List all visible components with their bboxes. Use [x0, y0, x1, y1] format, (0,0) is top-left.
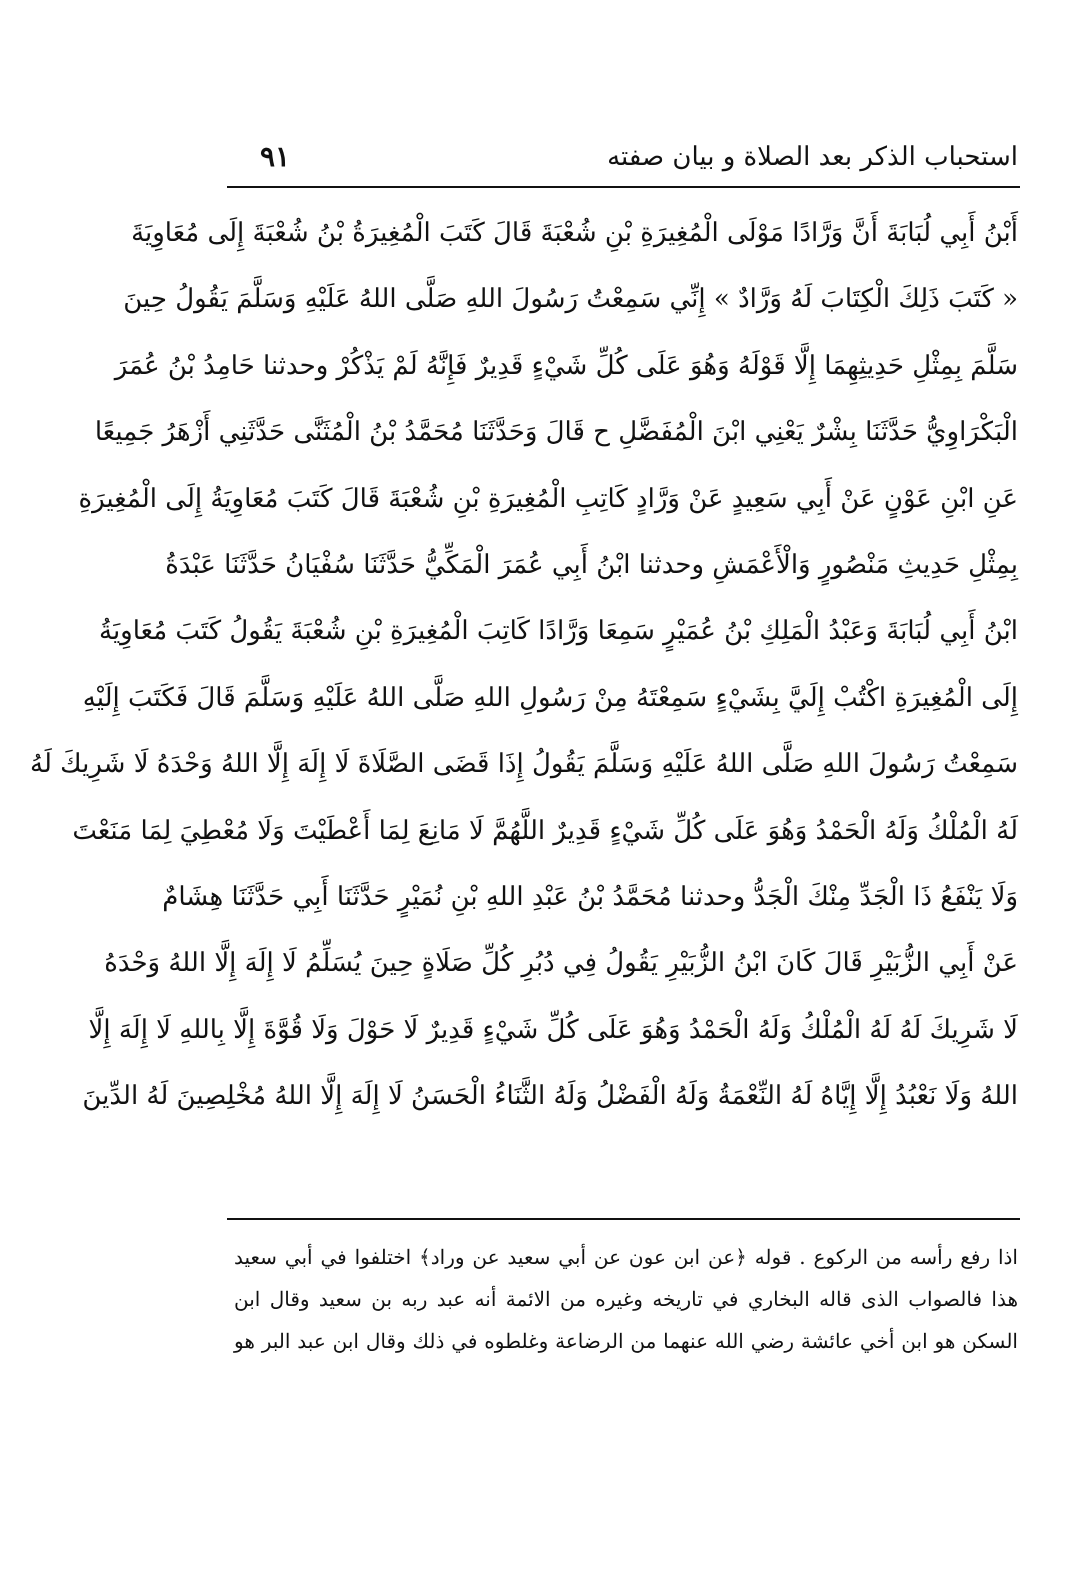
text-line: عَنِ ابْنِ عَوْنٍ عَنْ أَبِي سَعِيدٍ عَنْ وَرَّادٍ كَاتِبِ الْمُغِيرَةِ بْنِ شُعْبَةَ قَالَ كَتَبَ مُعَاوِيَةُ إِلَى الْمُغِيرَةِ — [78, 483, 1018, 514]
chapter-title: استحباب الذكر بعد الصلاة و بيان صفته — [607, 142, 1018, 172]
text-line — [234, 1129, 1018, 1195]
header-divider — [227, 186, 1020, 188]
text-line: ابْنُ أَبِي لُبَابَةَ وَعَبْدُ الْمَلِكِ بْنُ عُمَيْرٍ سَمِعَا وَرَّادًا كَاتِبَ الْمُغِيرَةِ بْنِ شُعْبَةَ يَقُولُ كَتَبَ مُعَاوِيَةُ — [99, 616, 1018, 647]
text-line: وَلَا يَنْفَعُ ذَا الْجَدِّ مِنْكَ الْجَدُّ وحدثنا مُحَمَّدُ بْنُ عَبْدِ اللهِ بْنِ نُمَيْرٍ حَدَّثَنَا أَبِي حَدَّثَنَا هِشَامٌ — [162, 881, 1018, 912]
text-line: بِمِثْلِ حَدِيثِ مَنْصُورٍ وَالْأَعْمَشِ وحدثنا ابْنُ أَبِي عُمَرَ الْمَكِّيُّ حَدَّثَنَا سُفْيَانُ حَدَّثَنَا عَبْدَةُ — [165, 549, 1018, 580]
text-line: لَا شَرِيكَ لَهُ لَهُ الْمُلْكُ وَلَهُ الْحَمْدُ وَهُوَ عَلَى كُلِّ شَيْءٍ قَدِيرٌ لَا حَوْلَ وَلَا قُوَّةَ إِلَّا بِاللهِ لَا إِلَهَ إِلَّا — [88, 1014, 1018, 1045]
footnote-divider — [227, 1218, 1020, 1220]
footnote-line: اذا رفع رأسه من الركوع . قوله ﴿عن ابن عون عن أبي سعيد عن وراد﴾ اختلفوا في أبي سعيد — [234, 1245, 1018, 1269]
text-line: إِلَى الْمُغِيرَةِ اكْتُبْ إِلَيَّ بِشَيْءٍ سَمِعْتَهُ مِنْ رَسُولِ اللهِ صَلَّى اللهُ عَلَيْهِ وَسَلَّمَ قَالَ فَكَتَبَ إِلَيْهِ — [82, 682, 1018, 713]
text-line: سَمِعْتُ رَسُولَ اللهِ صَلَّى اللهُ عَلَيْهِ وَسَلَّمَ يَقُولُ إِذَا قَضَى الصَّلَاةَ لَا إِلَهَ إِلَّا اللهُ وَحْدَهُ لَا شَرِيكَ لَهُ — [30, 749, 1018, 780]
text-line: اللهُ وَلَا نَعْبُدُ إِلَّا إِيَّاهُ لَهُ النِّعْمَةُ وَلَهُ الْفَضْلُ وَلَهُ الثَّنَاءُ الْحَسَنُ لَا إِلَهَ إِلَّا اللهُ مُخْلِصِينَ لَهُ الدِّينَ — [82, 1081, 1018, 1112]
text-line: الْبَكْرَاوِيُّ حَدَّثَنَا بِشْرٌ يَعْنِي ابْنَ الْمُفَضَّلِ ح قَالَ وَحَدَّثَنَا مُحَمَّدُ بْنُ الْمُثَنَّى حَدَّثَنِي أَزْهَرُ جَمِيعًا — [94, 417, 1018, 448]
hadith-text-block — [30, 200, 1018, 1196]
page-number: ٩١ — [260, 140, 291, 173]
text-line: لَهُ الْمُلْكُ وَلَهُ الْحَمْدُ وَهُوَ عَلَى كُلِّ شَيْءٍ قَدِيرٌ اللَّهُمَّ لَا مَانِعَ لِمَا أَعْطَيْتَ وَلَا مُعْطِيَ لِمَا مَنَعْتَ — [72, 815, 1018, 846]
text-line: عَنْ أَبِي الزُّبَيْرِ قَالَ كَانَ ابْنُ الزُّبَيْرِ يَقُولُ فِي دُبُرِ كُلِّ صَلَاةٍ حِينَ يُسَلِّمُ لَا إِلَهَ إِلَّا اللهُ وَحْدَهُ — [104, 948, 1018, 979]
text-line: أَبْنُ أَبِي لُبَابَةَ أَنَّ وَرَّادًا مَوْلَى الْمُغِيرَةِ بْنِ شُعْبَةَ قَالَ كَتَبَ الْمُغِيرَةُ بْنُ شُعْبَةَ إِلَى مُعَاوِيَةَ — [131, 218, 1018, 248]
commentary-footnotes — [234, 1236, 1018, 1362]
footnote-line: السكن هو ابن أخي عائشة رضي الله عنهما من الرضاعة وغلطوه في ذلك وقال ابن عبد البر هو — [234, 1329, 1018, 1353]
text-line: سَلَّمَ بِمِثْلِ حَدِيثِهِمَا إِلَّا قَوْلَهُ وَهُوَ عَلَى كُلِّ شَيْءٍ قَدِيرٌ فَإِنَّهُ لَمْ يَذْكُرْ وحدثنا حَامِدُ بْنُ عُمَرَ — [114, 350, 1018, 381]
text-line: « كَتَبَ ذَلِكَ الْكِتَابَ لَهُ وَرَّادٌ » إِنِّي سَمِعْتُ رَسُولَ اللهِ صَلَّى اللهُ عَلَيْهِ وَسَلَّمَ يَقُولُ حِينَ — [123, 284, 1018, 315]
footnote-line: هذا فالصواب الذى قاله البخاري في تاريخه وغيره من الائمة أنه عبد ربه بن سعيد وقال ابن — [234, 1287, 1018, 1311]
running-header — [236, 138, 1018, 180]
